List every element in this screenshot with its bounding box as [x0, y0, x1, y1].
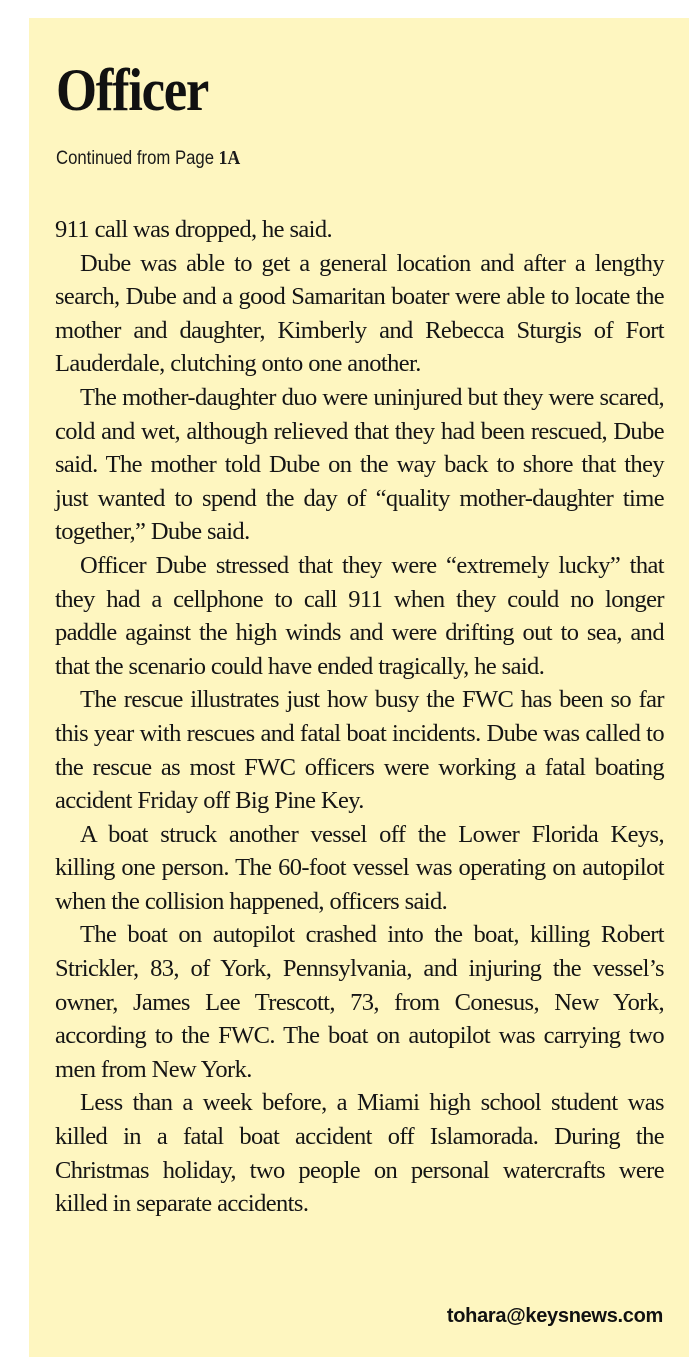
paragraph: The rescue illustrates just how busy the FWC has been so far this year with rescues and fatal boat incidents. Dube was called to the rescue as most FWC officers were working a fatal boating accident Friday off Big Pine Key.: [55, 686, 664, 815]
paragraph: A boat struck another vessel off the Lower Florida Keys, killing one person. The 60-foot vessel was operating on autopilot when the collision happened, officers said.: [55, 820, 664, 915]
paragraph: Dube was able to get a general location and after a lengthy search, Dube and a good Samaritan boater were able to locate the mother and daughter, Kimberly and Rebecca Sturgis of Fort Lauderdale, clutching onto one another.: [55, 249, 664, 378]
author-email: tohara@keysnews.com: [446, 1305, 663, 1327]
headline: Officer: [56, 57, 208, 123]
article-body: [55, 213, 664, 1221]
paragraph: The boat on autopilot crashed into the boat, killing Robert Strickler, 83, of York, Pennsylvania, and injuring the vessel’s owner, James Lee Trescott, 73, from Conesus, New York, according to the FWC. The boat on autopilot was carrying two men from New York.: [55, 921, 664, 1083]
paragraph: 911 call was dropped, he said.: [55, 216, 333, 243]
paragraph: Less than a week before, a Miami high school student was killed in a fatal boat accident off Islamorada. During the Christmas holiday, two people on personal watercrafts were killed in separate accidents.: [55, 1089, 664, 1218]
paragraph: Officer Dube stressed that they were “extremely lucky” that they had a cellphone to call 911 when they could no longer paddle against the high winds and were drifting out to sea, and that the scenario could have ended tragically, he said.: [55, 551, 664, 680]
article-panel: [29, 18, 689, 1357]
paragraph: The mother-daughter duo were uninjured but they were scared, cold and wet, although relieved that they had been rescued, Dube said. The mother told Dube on the way back to shore that they just wanted to spend the day of “quality mother-daughter time together,” Dube said.: [55, 383, 664, 546]
continued-from-line: [56, 146, 240, 171]
continued-from-label: Continued from Page: [56, 148, 219, 169]
page-reference: 1A: [218, 147, 241, 169]
